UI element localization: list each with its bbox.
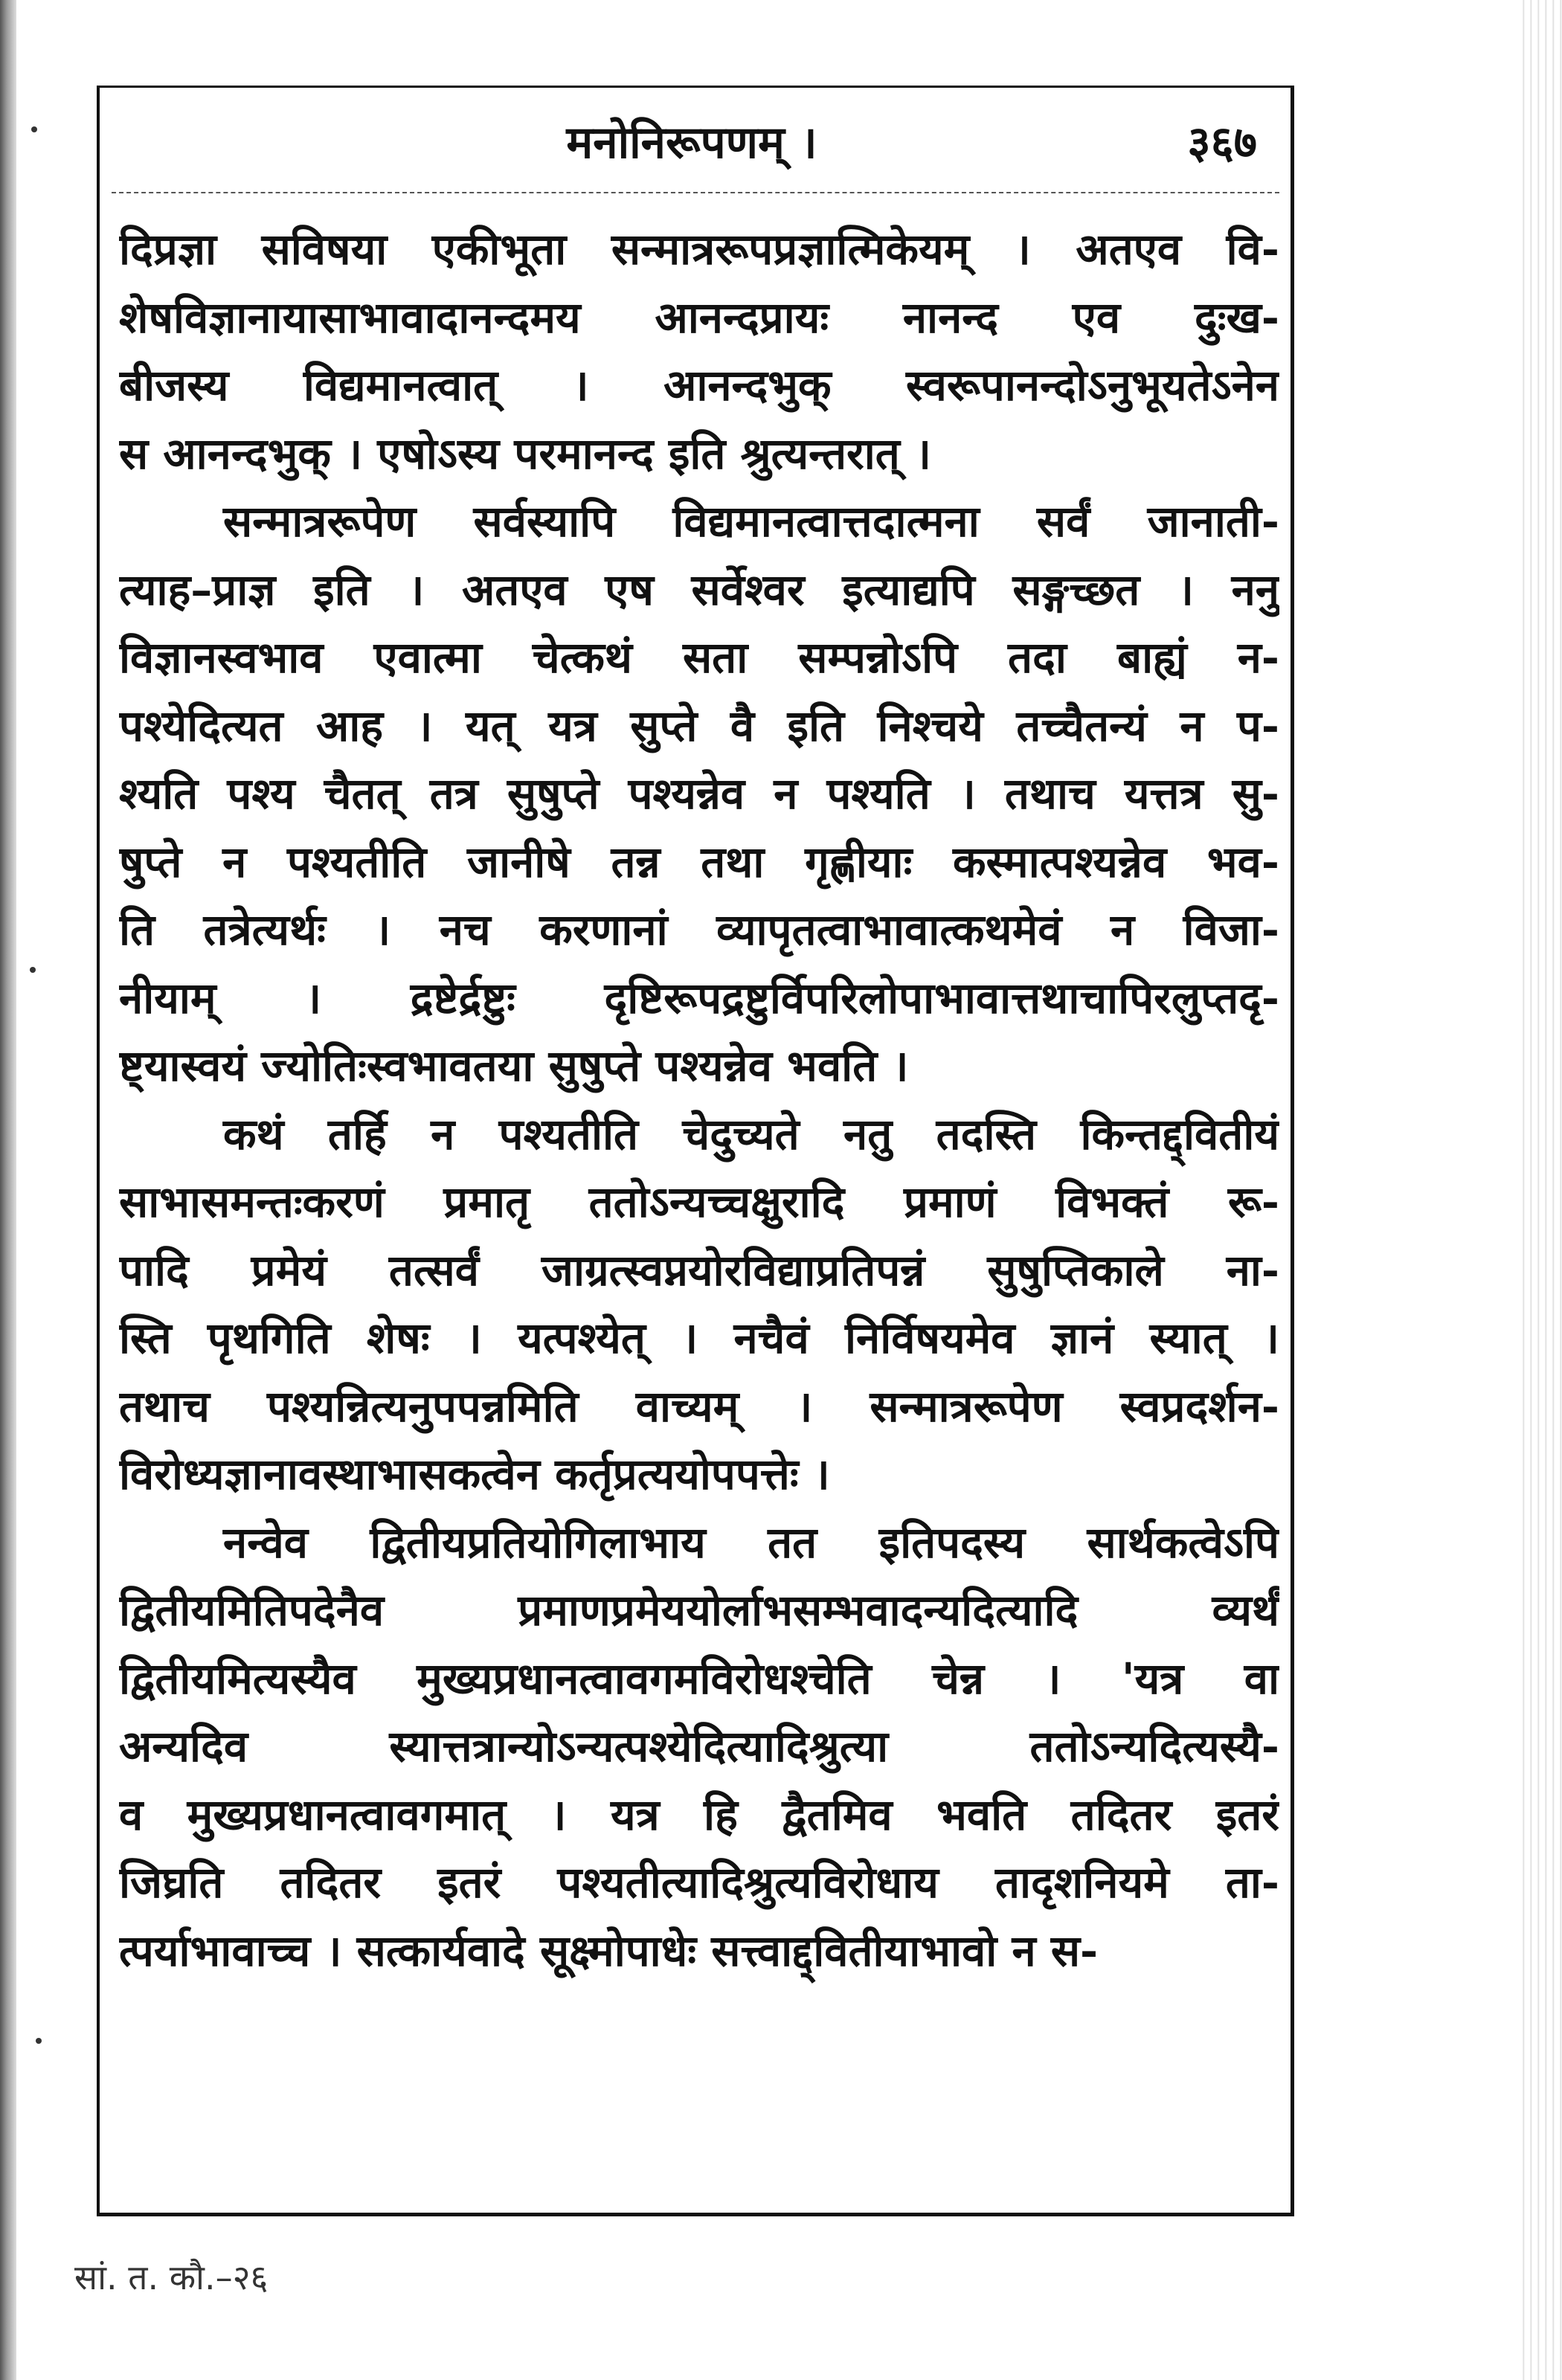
paragraph <box>119 1509 1279 1986</box>
text-line: सन्मात्ररूपेण सर्वस्यापि विद्यमानत्वात्तदात्मना सर्वं जानाती- <box>223 496 1279 547</box>
text-line: कथं तर्हि न पश्यतीति चेदुच्यते नतु तदस्ति किन्तद्द्वितीयं <box>223 1108 1279 1160</box>
scan-speck <box>36 2038 42 2044</box>
header-divider <box>112 192 1279 193</box>
text-line: द्वितीयमितिपदेनैव प्रमाणप्रमेययोर्लाभसम्भवादन्यदित्यादि व्यर्थं <box>119 1585 1279 1636</box>
text-line: पश्येदित्यत आह । यत् यत्र सुप्ते वै इति निश्चये तच्चैतन्यं न प- <box>119 700 1279 751</box>
paragraph <box>119 216 1279 488</box>
text-line: द्वितीयमित्यस्यैव मुख्यप्रधानत्वावगमविरोधश्चेति चेन्न । 'यत्र वा <box>119 1653 1279 1704</box>
scan-left-edge <box>0 0 16 2380</box>
scan-speck <box>30 967 36 973</box>
text-line: साभासमन्तःकरणं प्रमातृ ततोऽन्यच्चक्षुरादि प्रमाणं विभक्तं रू- <box>119 1177 1279 1227</box>
paragraph <box>119 488 1279 1101</box>
text-line: व मुख्यप्रधानत्वावगमात् । यत्र हि द्वैतमिव भवति तदितर इतरं <box>119 1789 1279 1840</box>
page-title: मनोनिरूपणम् । <box>566 117 817 169</box>
text-line: त्याह–प्राज्ञ इति । अतएव एष सर्वेश्वर इत्याद्यपि सङ्गच्छत । ननु <box>119 564 1279 615</box>
text-line: तथाच पश्यन्नित्यनुपपन्नमिति वाच्यम् । सन्मात्ररूपेण स्वप्रदर्शन- <box>119 1380 1279 1432</box>
text-line: नीयाम् । द्रष्टेर्द्रष्टुः दृष्टिरूपद्रष्टुर्विपरिलोपाभावात्तथाचापिरलुप्तदृ- <box>119 972 1279 1023</box>
body-text <box>119 216 1279 1985</box>
paragraph <box>119 1101 1279 1509</box>
scan-right-edge <box>1517 0 1562 2380</box>
text-line: जिघ्रति तदितर इतरं पश्यतीत्यादिश्रुत्यविरोधाय तादृशनियमे ता- <box>119 1857 1279 1908</box>
scan-speck <box>31 126 37 132</box>
text-line: स्ति पृथगिति शेषः । यत्पश्येत् । नचैवं निर्विषयमेव ज्ञानं स्यात् । <box>119 1313 1279 1363</box>
text-line: श्यति पश्य चैतत् तत्र सुषुप्ते पश्यन्नेव न पश्यति । तथाच यत्तत्र सु- <box>119 768 1279 819</box>
text-line: विरोध्यज्ञानावस्थाभासकत्वेन कर्तृप्रत्ययोपपत्तेः । <box>119 1449 830 1499</box>
page-number: ३६७ <box>1187 117 1257 169</box>
text-line: ति तत्रेत्यर्थः । नच करणानां व्यापृतत्वाभावात्कथमेवं न विजा- <box>119 904 1279 955</box>
text-line: षुप्ते न पश्यतीति जानीषे तन्न तथा गृह्णीयाः कस्मात्पश्यन्नेव भव- <box>119 836 1279 887</box>
footer-signature: सां. त. कौ.–२६ <box>74 2257 269 2297</box>
text-line: दिप्रज्ञा सविषया एकीभूता सन्मात्ररूपप्रज्ञात्मिकेयम् । अतएव वि- <box>119 224 1279 274</box>
text-line: विज्ञानस्वभाव एवात्मा चेत्कथं सता सम्पन्नोऽपि तदा बाह्यं न- <box>119 632 1279 683</box>
text-line: अन्यदिव स्यात्तत्रान्योऽन्यत्पश्येदित्यादिश्रुत्या ततोऽन्यदित्यस्यै- <box>119 1721 1279 1772</box>
text-line: त्पर्याभावाच्च । सत्कार्यवादे सूक्ष्मोपाधेः सत्त्वाद्द्वितीयाभावो न स- <box>119 1925 1099 1976</box>
text-line: ष्ट्यास्वयं ज्योतिःस्वभावतया सुषुप्ते पश्यन्नेव भवति । <box>119 1041 909 1091</box>
text-line: नन्वेव द्वितीयप्रतियोगिलाभाय तत इतिपदस्य सार्थकत्वेऽपि <box>223 1517 1279 1568</box>
text-line: शेषविज्ञानायासाभावादानन्दमय आनन्दप्रायः नानन्द एव दुःख- <box>119 292 1279 343</box>
text-line: बीजस्य विद्यमानत्वात् । आनन्दभुक् स्वरूपानन्दोऽनुभूयतेऽनेन <box>119 360 1279 411</box>
text-line: पादि प्रमेयं तत्सर्वं जाग्रत्स्वप्नयोरविद्याप्रतिपन्नं सुषुप्तिकाले ना- <box>119 1244 1279 1296</box>
text-line: स आनन्दभुक् । एषोऽस्य परमानन्द इति श्रुत्यन्तरात् । <box>119 428 932 479</box>
page-header <box>112 104 1272 178</box>
